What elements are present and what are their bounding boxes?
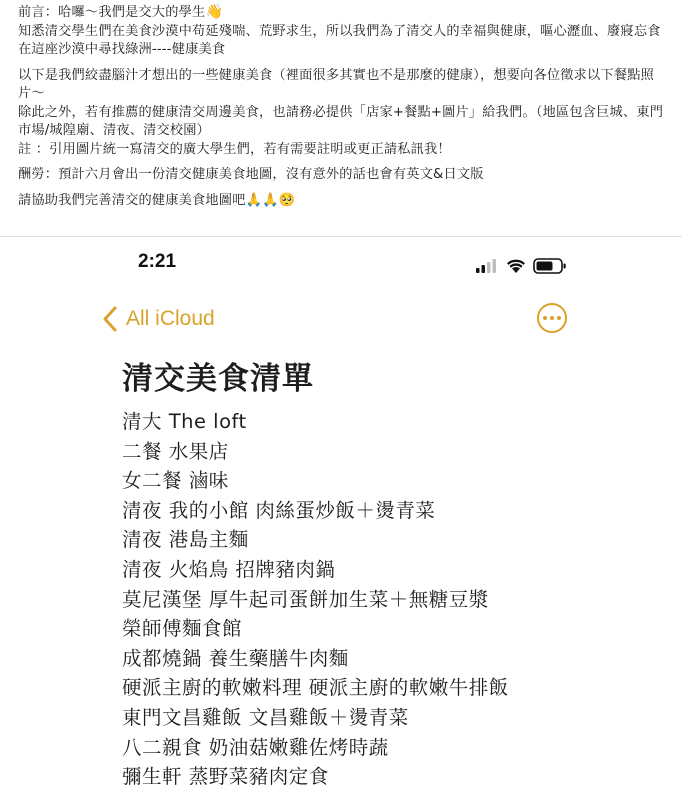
note-item: 榮師傅麵食館 [122, 617, 243, 641]
post-image[interactable] [0, 237, 682, 809]
paragraph2-line-2: 除此之外，若有推薦的健康清交周邊美食，也請務必提供「店家+餐點+圖片」給我們。（地區包含巨城、東門市場/城隍廟、清夜、清交校園） [18, 104, 664, 138]
note-item: 硬派主廚的軟嫩料理 硬派主廚的軟嫩牛排飯 [122, 676, 509, 700]
wave-emoji: 👋 [205, 4, 224, 20]
note-title: 清交美食清單 [122, 361, 314, 397]
note-item: 二餐 水果店 [122, 439, 229, 463]
intro-line-2: 知悉清交學生們在美食沙漠中苟延殘喘、荒野求生，所以我們為了清交人的幸福與健康，嘔心瀝血、廢寢忘食在這座沙漠中尋找綠洲----健康美食 [18, 23, 661, 57]
note-item: 東門文昌雞飯 文昌雞飯＋燙青菜 [122, 705, 409, 729]
note-content [122, 355, 662, 792]
note-item: 成都燒鍋 養生藥膳牛肉麵 [122, 646, 349, 670]
note-item: 八二親食 奶油菇嫩雞佐烤時蔬 [122, 735, 389, 759]
intro-line-1: 前言：哈囉～我們是交大的學生👋 [18, 4, 224, 20]
status-time: 2:21 [138, 251, 177, 272]
wifi-icon [507, 260, 525, 273]
note-item: 清夜 我的小館 肉絲蛋炒飯＋燙青菜 [122, 498, 436, 522]
note-item: 莫尼漢堡 厚牛起司蛋餅加生菜＋無糖豆漿 [122, 587, 489, 611]
note-item: 彌生軒 蒸野菜豬肉定食 [122, 765, 329, 789]
note-list [122, 407, 662, 792]
note-item: 清夜 港島主麵 [122, 528, 249, 552]
reward-line: 酬勞：預計六月會出一份清交健康美食地圖，沒有意外的話也會有英文&日文版 [18, 167, 484, 182]
more-icon [543, 316, 547, 320]
closing-emojis: 🙏🙏🥺 [245, 192, 296, 208]
signal-bars-icon [476, 259, 496, 273]
back-button[interactable] [100, 303, 215, 335]
closing-line: 請協助我們完善清交的健康美食地圖吧🙏🙏🥺 [18, 192, 296, 208]
note-item: 女二餐 滷味 [122, 469, 229, 493]
status-icons [476, 257, 571, 275]
note-item: 清夜 火焰鳥 招牌豬肉鍋 [122, 557, 336, 581]
paragraph2-line-1: 以下是我們絞盡腦汁才想出的一些健康美食（裡面很多其實也不是那麼的健康），想要向各位徵求以下餐點照片～ [18, 67, 654, 101]
notes-nav-bar [0, 299, 682, 339]
more-button[interactable] [537, 303, 567, 333]
battery-icon [534, 259, 566, 273]
back-label: All iCloud [126, 307, 215, 330]
status-bar [0, 251, 682, 279]
chevron-left-icon [100, 305, 120, 333]
note-item: 清大 The loft [122, 410, 247, 433]
note-line: 註 ：引用圖片統一寫清交的廣大學生們，若有需要註明或更正請私訊我！ [18, 141, 451, 157]
post-body [0, 0, 682, 236]
